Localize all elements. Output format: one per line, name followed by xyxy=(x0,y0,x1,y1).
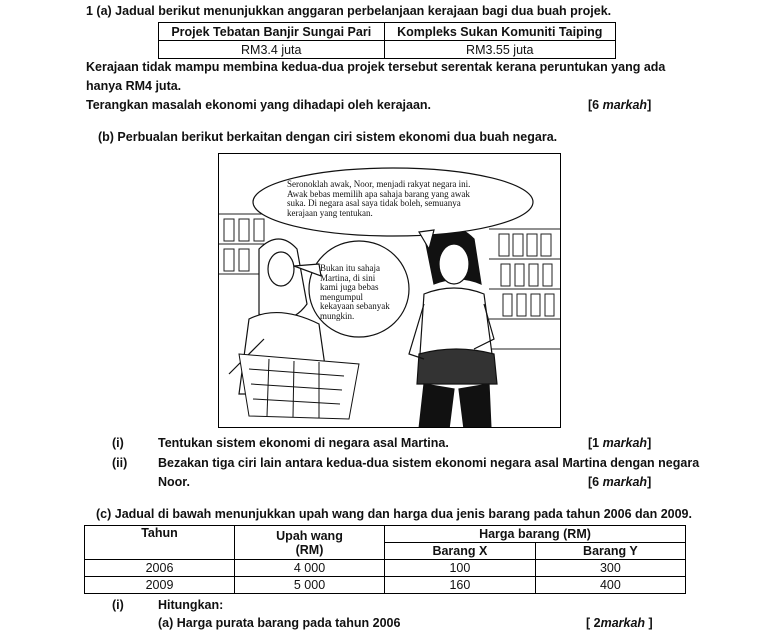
wage-price-table xyxy=(84,525,686,594)
cell-item-y: 300 xyxy=(535,560,685,577)
q1b-i-marks: [1 markah] xyxy=(588,436,652,450)
header-year: Tahun xyxy=(85,526,235,560)
bubble2-line: kami juga bebas xyxy=(320,282,379,292)
bubble1-line: Awak bebas memilih apa sahaja barang yang awak xyxy=(287,188,470,199)
q1b-ii-text-line1: Bezakan tiga ciri lain antara kedua-dua sistem ekonomi negara asal Martina dengan negara xyxy=(158,456,700,470)
header-item-y: Barang Y xyxy=(535,543,685,560)
q1c-a-marks: [ 2markah ] xyxy=(586,616,653,630)
cell-item-x: 100 xyxy=(385,560,536,577)
speech-bubble-martina xyxy=(287,180,470,218)
q1a-question: Terangkan masalah ekonomi yang dihadapi oleh kerajaan. xyxy=(86,98,432,112)
cell-year: 2006 xyxy=(85,560,235,577)
table1-header-1: Projek Tebatan Banjir Sungai Pari xyxy=(159,23,385,41)
bubble2-line: Martina, di sini xyxy=(320,272,376,283)
cell-item-y: 400 xyxy=(535,577,685,594)
q1a-text-line1: Kerajaan tidak mampu membina kedua-dua projek tersebut serentak kerana peruntukan yang ada xyxy=(86,60,666,74)
speech-bubble-noor xyxy=(320,264,390,321)
bubble2-line: kekayaan sebanyak xyxy=(320,301,390,311)
table1-header-2: Kompleks Sukan Komuniti Taiping xyxy=(384,23,615,41)
header-wage-line2: (RM) xyxy=(295,542,324,557)
q1b-i-text: Tentukan sistem ekonomi di negara asal Martina. xyxy=(158,436,449,450)
q1b-ii-number: (ii) xyxy=(112,456,128,470)
q1a-marks: [6 markah] xyxy=(588,98,652,112)
q1c-i-number: (i) xyxy=(112,598,124,612)
header-item-x: Barang X xyxy=(385,543,536,560)
table1-value-2: RM3.55 juta xyxy=(384,41,615,59)
bubble2-line: mungkin. xyxy=(320,310,355,321)
q1b-i-number: (i) xyxy=(112,436,124,450)
header-price: Harga barang (RM) xyxy=(385,526,686,543)
q1c-intro: (c) Jadual di bawah menunjukkan upah wang dan harga dua jenis barang pada tahun 2006 dan 2009. xyxy=(96,507,692,521)
cell-wage: 4 000 xyxy=(235,560,385,577)
q1c-i-text: Hitungkan: xyxy=(158,598,224,612)
bubble2-line: mengumpul xyxy=(320,291,363,302)
conversation-illustration xyxy=(218,153,561,428)
q1b-intro: (b) Perbualan berikut berkaitan dengan ciri sistem ekonomi dua buah negara. xyxy=(98,130,558,144)
q1b-ii-marks: [6 markah] xyxy=(588,475,652,489)
bubble1-line: suka. Di negara asal saya tidak boleh, semuanya xyxy=(287,198,461,208)
project-cost-table xyxy=(158,22,616,59)
header-wage xyxy=(235,526,385,560)
table-row xyxy=(85,560,686,577)
q1c-a-text: (a) Harga purata barang pada tahun 2006 xyxy=(158,616,401,630)
q1a-text-line2: hanya RM4 juta. xyxy=(86,79,182,93)
bubble2-line: Bukan itu sahaja xyxy=(320,263,380,273)
table1-value-1: RM3.4 juta xyxy=(159,41,385,59)
bubble1-line: kerajaan yang tentukan. xyxy=(287,207,373,218)
q1a-intro: 1 (a) Jadual berikut menunjukkan anggaran perbelanjaan kerajaan bagi dua buah projek. xyxy=(86,4,612,18)
table-row xyxy=(85,577,686,594)
cell-item-x: 160 xyxy=(385,577,536,594)
cell-wage: 5 000 xyxy=(235,577,385,594)
cell-year: 2009 xyxy=(85,577,235,594)
q1b-ii-text-line2: Noor. xyxy=(158,475,190,489)
header-wage-line1: Upah wang xyxy=(276,528,343,543)
bubble1-line: Seronoklah awak, Noor, menjadi rakyat negara ini. xyxy=(287,179,471,189)
